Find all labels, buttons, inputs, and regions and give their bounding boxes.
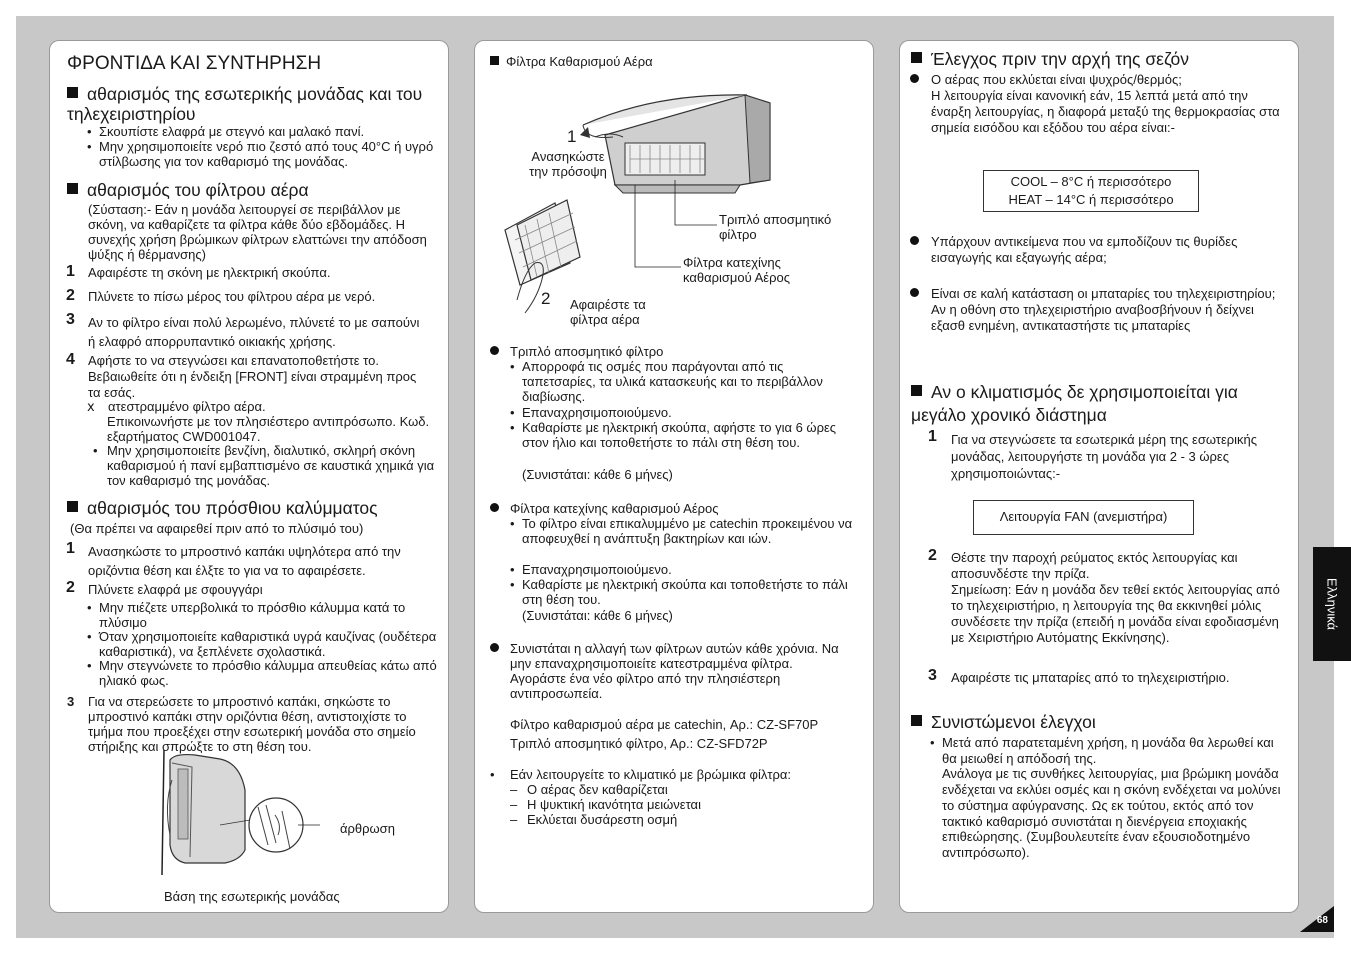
list-item: Καθαρίστε με ηλεκτρική σκούπα και τοποθετήστε το πάλι στη θέση του. bbox=[522, 577, 848, 607]
figure-step-number: 1 bbox=[567, 127, 577, 146]
square-bullet-icon bbox=[911, 52, 922, 63]
list-item: Επαναχρησιμοποιούμενο. bbox=[522, 562, 672, 577]
joint-label: άρθρωση bbox=[340, 821, 395, 836]
step-text: Πλύνετε ελαφρά με σφουγγάρι bbox=[88, 582, 263, 597]
square-bullet-icon bbox=[911, 385, 922, 396]
filter-replacement-text: Συνιστάται η αλλαγή των φίλτρων αυτών κάθε χρόνια. Να μην επαναχρησιμοποιείτε κατεστραμμένα φίλτρα. Αγοράστε ένα νέο φίλτρο από την πλησιέστερη αντιπροσωπεία. bbox=[510, 641, 839, 701]
list-item: Μην χρησιμοποιείτε νερό πιο ζεστό από τους 40°C ή υγρό στίλβωσης για τον καθαρισμό της μονάδας. bbox=[99, 139, 434, 169]
round-bullet-icon bbox=[910, 236, 919, 245]
page-number-badge bbox=[1300, 906, 1334, 932]
step-number: 2 bbox=[66, 287, 75, 304]
square-bullet-icon bbox=[67, 87, 78, 98]
base-label: Βάση της εσωτερικής μονάδας bbox=[164, 889, 340, 904]
recommended-checks-text: Μετά από παρατεταμένη χρήση, η μονάδα θα λερωθεί και θα μειωθεί η απόδοσή της. Ανάλογα με τις συνθήκες λειτουργίας, μια βρώμικη μονάδα ενδέχεται να εκλύει οσμές και η σκόνη ενδέχεται να μολύνει το σύστημα αφύγρανσης. Ως εκ τούτου, εκτός από τον τακτικό καθαρισμό συνιστάται η διενέργεια εποχιακής επιθεώρησης. (Συμβουλευτείτε έναν εξουσιοδοτημένο αντιπρόσωπο). bbox=[942, 735, 1281, 860]
square-bullet-icon bbox=[67, 183, 78, 194]
figure-step-number: 2 bbox=[541, 289, 551, 308]
step-text: Αν το φίλτρο είναι πολύ λερωμένο, πλύνετέ το με σαπούνι ή ελαφρό απορρυπαντικό οικιακής χρήσης. bbox=[88, 315, 420, 349]
catechin-filter-label: Φίλτρα κατεχίνης καθαρισμού Αέρος bbox=[683, 255, 790, 285]
section-heading-front-cover: αθαρισμός του πρόσθιου καλύμματος bbox=[67, 498, 447, 518]
square-bullet-icon bbox=[67, 501, 78, 512]
section-heading-season-check: Έλεγχος πριν την αρχή της σεζόν bbox=[911, 49, 1291, 69]
section-heading-long-storage: Αν ο κλιματισμός δε χρησιμοποιείται για μεγάλο χρονικό διάστημα bbox=[911, 382, 1238, 425]
damaged-filter-note: ατεστραμμένο φίλτρο αέρα. bbox=[108, 399, 266, 414]
triple-filter-title: Τριπλό αποσμητικό φίλτρο bbox=[510, 344, 664, 359]
list-item: Το φίλτρο είναι επικαλυμμένο με catechin προκειμένου να αποφευχθεί η ανάπτυξη βακτηρίων και ιών. bbox=[522, 516, 853, 546]
step-number: 2 bbox=[66, 579, 75, 596]
catechin-filter-title: Φίλτρα κατεχίνης καθαρισμού Αέρος bbox=[510, 501, 719, 516]
list-item: Καθαρίστε με ηλεκτρική σκούπα, αφήστε το για 6 ώρες στον ήλιο και τοποθετήστε το πάλι στη θέση του. bbox=[522, 420, 837, 450]
list-item: Σκουπίστε ελαφρά με στεγνό και μαλακό πανί. bbox=[99, 124, 365, 139]
dirty-filter-intro: Εάν λειτουργείτε το κλιματικό με βρώμικα φίλτρα: bbox=[510, 767, 792, 782]
step-number: 3 bbox=[66, 311, 75, 328]
step-number: 2 bbox=[928, 547, 937, 564]
step-text: Αφαιρέστε τις μπαταρίες από το τηλεχειριστήριο. bbox=[951, 670, 1230, 685]
front-cover-note: (Θα πρέπει να αφαιρεθεί πριν από το πλύσιμό του) bbox=[70, 521, 364, 536]
part-code: Τριπλό αποσμητικό φίλτρο, Αρ.: CZ-SFD72P bbox=[510, 736, 768, 751]
page-title: ΦΡΟΝΤΙΔΑ ΚΑΙ ΣΥΝΤΗΡΗΣΗ bbox=[67, 53, 322, 74]
page-number: 68 bbox=[1316, 915, 1328, 926]
section-heading-unit-cleaning: αθαρισμός της εσωτερικής μονάδας και του τηλεχειριστηρίου bbox=[67, 84, 423, 124]
filter-recommendation-note: (Σύσταση:- Εάν η μονάδα λειτουργεί σε περιβάλλον με σκόνη, να καθαρίζετε τα φίλτρα κάθε δύο εβδομάδες. Η συνεχής χρήση βρώμικων φίλτρων ελαττώνει την απόδοση ψύξης ή θέρμανσης) bbox=[88, 202, 427, 262]
list-item: Όταν χρησιμοποιείτε καθαριστικά υγρά καυζίνας (ουδέτερα καθαριστικά), να ξεπλένετε σχολαστικά. bbox=[99, 629, 437, 659]
step-number: 1 bbox=[66, 540, 75, 557]
interval-note: (Συνιστάται: κάθε 6 μήνες) bbox=[522, 608, 673, 623]
round-bullet-icon bbox=[910, 74, 919, 83]
square-bullet-icon bbox=[911, 715, 922, 726]
triple-filter-label: Τριπλό αποσμητικό φίλτρο bbox=[719, 212, 832, 242]
step-text: Ανασηκώστε το μπροστινό καπάκι υψηλότερα από την οριζόντια θέση και έλξτε το για να το αφαιρέσετε. bbox=[88, 544, 401, 578]
list-item: Η ψυκτική ικανότητα μειώνεται bbox=[527, 797, 701, 812]
round-bullet-icon bbox=[490, 346, 499, 355]
obstruction-check: Υπάρχουν αντικείμενα που να εμποδίζουν τις θυρίδες εισαγωγής και εξαγωγής αέρα; bbox=[931, 234, 1238, 265]
step-number: 1 bbox=[928, 428, 937, 445]
list-item: Απορροφά τις οσμές που παράγονται από τις ταπετσαρίες, τα υλικά κατασκευής και το περιβάλλον διαβίωσης. bbox=[522, 359, 823, 404]
air-temperature-check: Ο αέρας που εκλύεται είναι ψυχρός/θερμός; Η λειτουργία είναι κανονική εάν, 15 λεπτά μετά από την έναρξη λειτουργίας, η διαφορά μεταξύ της θερμοκρασίας στα σημεία εισόδου και εξόδου του αέρα είναι:- bbox=[931, 72, 1280, 135]
front-cover-illustration bbox=[150, 745, 320, 885]
remove-filters-label: Αφαιρέστε τα φίλτρα αέρα bbox=[570, 297, 646, 327]
fan-mode-box: Λειτουργία FAN (ανεμιστήρα) bbox=[973, 500, 1194, 535]
battery-check: Είναι σε καλή κατάσταση οι μπαταρίες του τηλεχειριστηρίου; Αν η οθόνη στο τηλεχειριστήριο αναβοσβήνουν ή δείχνει εξασθ ενημένη, αντικαταστήστε τις μπαταρίες bbox=[931, 286, 1276, 333]
list-item: Επαναχρησιμοποιούμενο. bbox=[522, 405, 672, 420]
round-bullet-icon bbox=[490, 643, 499, 652]
section-heading-air-filters: Φίλτρα Καθαρισμού Αέρα bbox=[490, 54, 653, 69]
interval-note: (Συνιστάται: κάθε 6 μήνες) bbox=[522, 467, 673, 482]
step-text: Για να στεγνώσετε τα εσωτερικά μέρη της εσωτερικής μονάδας, λειτουργήστε τη μονάδα για 2 - 3 ώρες χρησιμοποιώντας:- bbox=[951, 432, 1258, 481]
step-number: 3 bbox=[67, 694, 75, 709]
list-item: Ο αέρας δεν καθαρίζεται bbox=[527, 782, 668, 797]
list-item: Μην στεγνώνετε το πρόσθιο κάλυμμα απευθείας κάτω από ηλιακό φως. bbox=[99, 658, 437, 688]
step-text: Για να στερεώσετε το μπροστινό καπάκι, σηκώστε το μπροστινό καπάκι στην οριζόντια θέση, αντιστοιχίστε το τμήμα που προεξέχει στην εσωτερική μονάδα στο σημείο στήριξης και σπρώξτε το στη θέση του. bbox=[88, 694, 416, 754]
step-text: Πλύνετε το πίσω μέρος του φίλτρου αέρα με νερό. bbox=[88, 289, 376, 304]
step-text: Αφαιρέστε τη σκόνη με ηλεκτρική σκούπα. bbox=[88, 265, 331, 280]
round-bullet-icon bbox=[490, 503, 499, 512]
cross-mark-icon: ⅹ bbox=[87, 399, 95, 414]
section-heading-air-filter: αθαρισμός του φίλτρου αέρα bbox=[67, 180, 447, 200]
step-number: 1 bbox=[66, 263, 75, 280]
step-text: Αφήστε το να στεγνώσει και επανατοποθετήστε το. Βεβαιωθείτε ότι η ένδειξη [FRONT] είναι στραμμένη προς τα εσάς. bbox=[88, 353, 417, 400]
chemical-warning: Μην χρησιμοποιείτε βενζίνη, διαλυτικό, σκληρή σκόνη καθαρισμού ή πανί εμβαπτισμένο σε καυστικά χημικά για τον καθαρισμό της μονάδας. bbox=[107, 443, 435, 488]
language-tab: Ελληνικά bbox=[1313, 547, 1351, 661]
section-heading-recommended-checks: Συνιστώμενοι έλεγχοι bbox=[911, 712, 1291, 732]
square-bullet-icon bbox=[490, 56, 499, 65]
damaged-filter-contact: Επικοινωνήστε με τον πλησιέστερο αντιπρόσωπο. Κωδ. εξαρτήματος CWD001047. bbox=[107, 414, 430, 444]
temperature-difference-box: COOL – 8°C ή περισσότερο HEAT – 14°C ή περισσότερο bbox=[983, 170, 1199, 212]
part-code: Φίλτρο καθαρισμού αέρα με catechin, Αρ.: CZ-SF70P bbox=[510, 717, 819, 732]
round-bullet-icon bbox=[910, 288, 919, 297]
step-number: 3 bbox=[928, 667, 937, 684]
list-item: Μην πιέζετε υπερβολικά το πρόσθιο κάλυμμα κατά το πλύσιμο bbox=[99, 600, 406, 630]
step-text: Θέστε την παροχή ρεύματος εκτός λειτουργίας και αποσυνδέστε την πρίζα. Σημείωση: Εάν η μονάδα δεν τεθεί εκτός λειτουργίας από το τηλεχειριστήριο, η λειτουργία της θα εκκινηθεί μόλις συνδέσετε την πρίζα (επειδή η μονάδα είναι εφοδιασμένη με Χειριστήριο Αυτόματης Εκκίνησης). bbox=[951, 550, 1280, 645]
lift-front-label: Ανασηκώστε την πρόσοψη bbox=[529, 149, 607, 179]
step-number: 4 bbox=[66, 351, 75, 368]
list-item: Εκλύεται δυσάρεστη οσμή bbox=[527, 812, 678, 827]
